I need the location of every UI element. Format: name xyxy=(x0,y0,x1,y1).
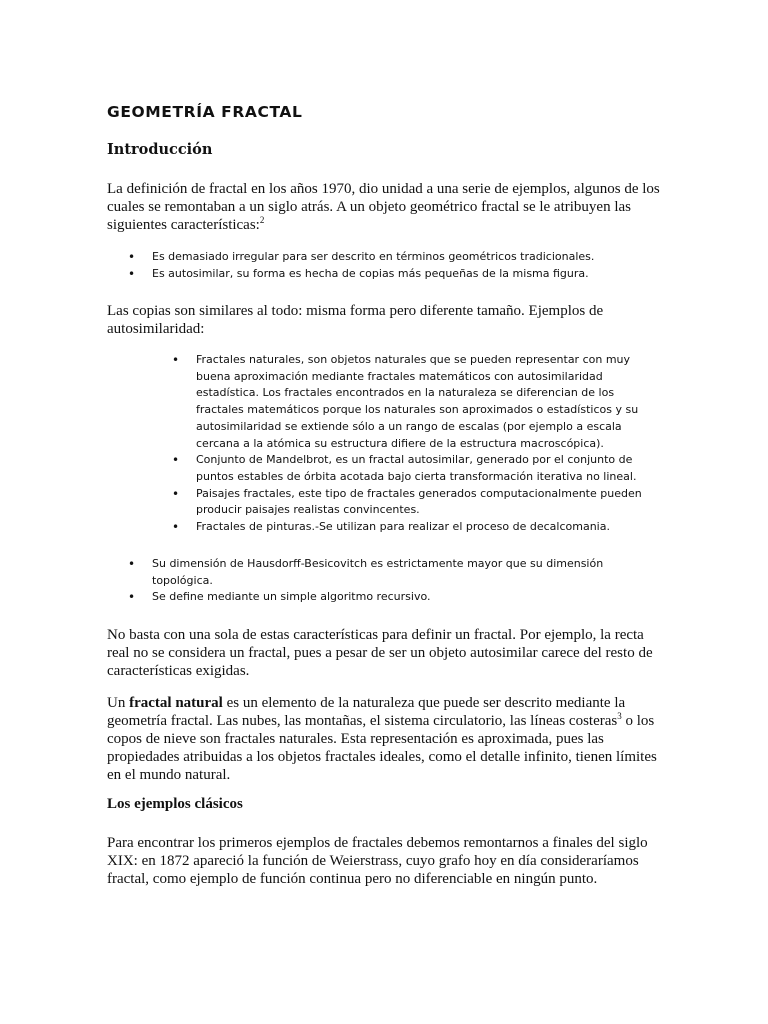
paragraph-fractal-natural xyxy=(107,694,662,784)
list-item: • Conjunto de Mandelbrot, es un fractal autosimilar, generado por el conjunto de puntos estables de órbita acotada bajo cierta transformación iterativa no lineal. xyxy=(196,452,656,485)
characteristics-list-continued xyxy=(152,556,652,606)
list-item: • Fractales de pinturas.-Se utilizan para realizar el proceso de decalcomania. xyxy=(196,519,656,536)
list-item: • Es demasiado irregular para ser descrito en términos geométricos tradicionales. xyxy=(152,249,652,266)
autosimilarity-examples-list xyxy=(196,352,656,536)
bold-term: fractal natural xyxy=(129,695,223,711)
paragraph-text-continued: o los copos de nieve son fractales naturales. Esta representación es aproximada, pues las propiedades atribuidas a los objetos fractales ideales, como el detalle infinito, tienen límites en el mundo natural. xyxy=(107,713,657,783)
section-heading-ejemplos-clasicos: Los ejemplos clásicos xyxy=(107,796,243,812)
paragraph-text: es un elemento de la naturaleza que puede ser descrito mediante la geometría fractal. Las nubes, las montañas, el sistema circulatorio, las líneas costeras xyxy=(107,695,626,729)
list-item: • Fractales naturales, son objetos naturales que se pueden representar con muy buena aproximación mediante fractales matemáticos con autosimilaridad estadística. Los fractales encontrados en la naturaleza se diferencian de los fractales matemáticos porque los naturales son aproximados o estadísticos y su autosimilaridad se extiende sólo a un rango de escalas (por ejemplo a escala cercana a la atómica su estructura difiere de la estructura macroscópica). xyxy=(196,352,656,452)
list-item: • Paisajes fractales, este tipo de fractales generados computacionalmente pueden producir paisajes realistas convincentes. xyxy=(196,486,656,519)
footnote-marker: 3 xyxy=(617,711,622,721)
paragraph-text-lead: Un xyxy=(107,695,130,711)
list-item: • Es autosimilar, su forma es hecha de copias más pequeñas de la misma figura. xyxy=(152,266,652,283)
document-title: GEOMETRÍA FRACTAL xyxy=(107,103,303,121)
paragraph-definicion xyxy=(107,180,662,234)
section-heading-introduccion: Introducción xyxy=(107,141,213,158)
footnote-marker: 2 xyxy=(259,215,265,225)
paragraph-text: La definición de fractal en los años 1970, dio unidad a una serie de ejemplos, algunos de los cuales se remontaban a un siglo atrás. A un objeto geométrico fractal se le atribuyen las siguientes características: xyxy=(107,181,660,233)
list-item: • Su dimensión de Hausdorff-Besicovitch es estrictamente mayor que su dimensión topológica. xyxy=(152,556,652,589)
paragraph-recta-real: No basta con una sola de estas características para definir un fractal. Por ejemplo, la recta real no se considera un fractal, pues a pesar de ser un objeto autosimilar carece del resto de características exigidas. xyxy=(107,627,653,679)
paragraph-copias: Las copias son similares al todo: misma forma pero diferente tamaño. Ejemplos de autosimilaridad: xyxy=(107,303,604,337)
characteristics-list xyxy=(152,249,652,282)
paragraph-weierstrass: Para encontrar los primeros ejemplos de fractales debemos remontarnos a finales del siglo XIX: en 1872 apareció la función de Weierstrass, cuyo grafo hoy en día consideraríamos fractal, como ejemplo de función continua pero no diferenciable en ningún punto. xyxy=(107,835,648,887)
list-item: • Se define mediante un simple algoritmo recursivo. xyxy=(152,589,652,606)
